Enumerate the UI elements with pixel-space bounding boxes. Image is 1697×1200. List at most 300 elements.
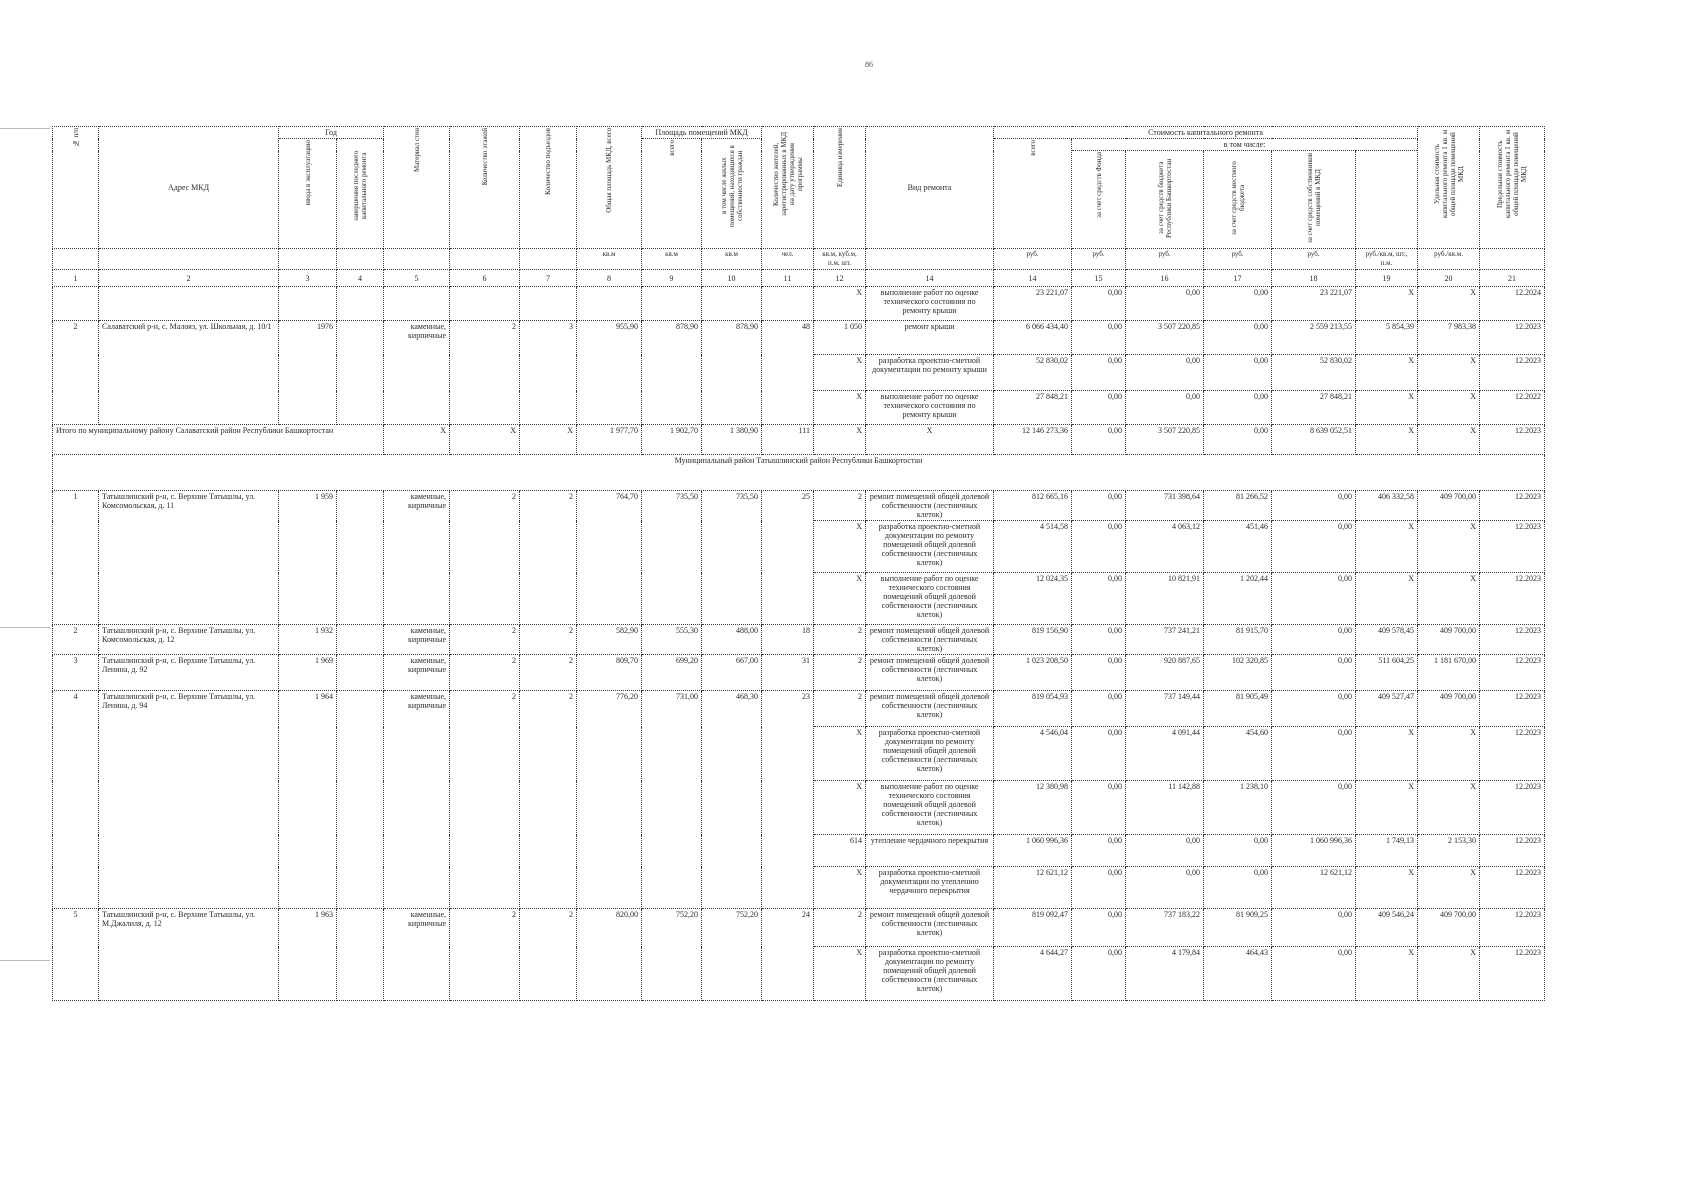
unit-cell: руб./кв.м, шт., п.м.	[1356, 249, 1418, 270]
unit-cell: кв.м	[642, 249, 702, 270]
date-cell: 12.2023	[1480, 655, 1545, 691]
repair-type-cell: выполнение работ по оценке технического состояния помещений общей долевой собственности (лестничных клеток)	[866, 573, 994, 625]
total-area-cell: 809,70	[577, 655, 642, 691]
date-cell: 12.2022	[1480, 391, 1545, 425]
district-row	[53, 455, 1545, 491]
col-entrances-header: Количество подъездов	[520, 127, 577, 249]
address-cell: Татышлинский р-н, с. Верхние Татышлы, ул. Комсомольская, д. 12	[99, 625, 279, 655]
units-row	[53, 249, 1545, 270]
cost-total-cell: 52 830,02	[994, 355, 1072, 391]
col-cost-header: Стоимость капитального ремонта	[994, 127, 1418, 139]
repair-type-cell: ремонт помещений общей долевой собственности (лестничных клеток)	[866, 655, 994, 691]
cost-fund-cell: 0,00	[1072, 835, 1126, 867]
cost-fund-cell: 0,00	[1072, 321, 1126, 355]
entrances-cell: 3	[520, 321, 577, 425]
floors-cell: 2	[450, 909, 520, 1001]
table-row	[53, 321, 1545, 355]
cost-local-cell: 0,00	[1204, 867, 1272, 909]
entrances-cell: 2	[520, 691, 577, 909]
residents-cell: 18	[762, 625, 814, 655]
table-row	[53, 655, 1545, 691]
living-area-cell: 735,50	[702, 491, 762, 625]
material-cell: каменные, кирпичные	[384, 321, 450, 425]
address-cell: Татышлинский р-н, с. Верхние Татышлы, ул. Ленина, д. 94	[99, 691, 279, 909]
repair-type-cell: выполнение работ по оценке технического состояния помещений общей долевой собственности (лестничных клеток)	[866, 781, 994, 835]
unit-cell: руб.	[1204, 249, 1272, 270]
date-cell: 12.2023	[1480, 425, 1545, 455]
col-cost-total-header: всего	[994, 139, 1072, 249]
cost-republic-cell: 3 507 220,85	[1126, 321, 1204, 355]
total-area-cell: 820,00	[577, 909, 642, 1001]
volume-cell: 1 050	[814, 321, 866, 355]
repair-program-table	[52, 126, 1545, 1001]
col-material-header: Материал стен	[384, 127, 450, 249]
living-area-cell: 488,00	[702, 625, 762, 655]
unit-cost-cell: X	[1356, 867, 1418, 909]
cost-owners-cell: 0,00	[1272, 781, 1356, 835]
cost-total-cell: 819 092,47	[994, 909, 1072, 947]
cost-local-cell: 451,46	[1204, 521, 1272, 573]
unit-cost-cell: 511 604,25	[1356, 655, 1418, 691]
cost-republic-cell: 737 241,21	[1126, 625, 1204, 655]
cost-republic-cell: 0,00	[1126, 867, 1204, 909]
cost-fund-cell: 0,00	[1072, 727, 1126, 781]
repair-type-cell: выполнение работ по оценке технического состояния по ремонту крыши	[866, 391, 994, 425]
column-number: 5	[384, 270, 450, 287]
volume-cell: X	[814, 391, 866, 425]
volume-cell: X	[814, 521, 866, 573]
max-cost-cell: X	[1418, 287, 1480, 321]
cost-owners-cell: 12 621,12	[1272, 867, 1356, 909]
column-number: 1	[53, 270, 99, 287]
max-cost-cell: 409 700,00	[1418, 691, 1480, 727]
premises-area-cell: 731,00	[642, 691, 702, 909]
cost-fund-cell: 0,00	[1072, 625, 1126, 655]
cost-owners-cell: 8 639 052,51	[1272, 425, 1356, 455]
column-number: 2	[99, 270, 279, 287]
entrances-cell: 2	[520, 909, 577, 1001]
residents-cell: 48	[762, 321, 814, 425]
cost-total-cell: 6 066 434,40	[994, 321, 1072, 355]
date-cell: 12.2023	[1480, 691, 1545, 727]
cost-republic-cell: 737 183,22	[1126, 909, 1204, 947]
cost-total-cell: 4 514,58	[994, 521, 1072, 573]
material-cell: каменные, кирпичные	[384, 909, 450, 1001]
unit-cost-cell: 409 578,45	[1356, 625, 1418, 655]
cost-republic-cell: 0,00	[1126, 391, 1204, 425]
cost-fund-cell: 0,00	[1072, 491, 1126, 521]
repair-type-cell: ремонт крыши	[866, 321, 994, 355]
unit-cost-cell: X	[1356, 425, 1418, 455]
col-repair-type-header: Вид ремонта	[866, 127, 994, 249]
living-area-cell: 468,30	[702, 691, 762, 909]
scan-line	[0, 627, 50, 628]
date-cell: 12.2023	[1480, 909, 1545, 947]
volume-cell: X	[814, 947, 866, 1001]
cost-total-cell: 1 060 996,36	[994, 835, 1072, 867]
date-cell: 12.2023	[1480, 521, 1545, 573]
unit-cell: кв.м, куб.м, п.м, шт.	[814, 249, 866, 270]
repair-type-cell: ремонт помещений общей долевой собственности (лестничных клеток)	[866, 909, 994, 947]
max-cost-cell: 409 700,00	[1418, 909, 1480, 947]
material-cell: каменные, кирпичные	[384, 625, 450, 655]
table-row	[53, 287, 1545, 321]
unit-cost-cell: X	[1356, 391, 1418, 425]
repair-type-cell: разработка проектно-сметной документации по ремонту помещений общей долевой собственности (лестничных клеток)	[866, 947, 994, 1001]
unit-cost-cell: X	[1356, 287, 1418, 321]
row-number-cell: 4	[53, 691, 99, 909]
volume-cell: X	[814, 727, 866, 781]
max-cost-cell: 409 700,00	[1418, 625, 1480, 655]
year-build-cell: 1 959	[279, 491, 337, 625]
unit-cell: кв.м	[577, 249, 642, 270]
cost-total-cell: 12 024,35	[994, 573, 1072, 625]
col-unit-cost-header: Удельная стоимость капитального ремонта 1 кв. м общей площади помещений МКД	[1418, 127, 1480, 249]
cost-republic-cell: 11 142,88	[1126, 781, 1204, 835]
premises-area-cell: 699,20	[642, 655, 702, 691]
date-cell: 12.2023	[1480, 625, 1545, 655]
col-cost-local-header: за счет средств местного бюджета	[1204, 151, 1272, 249]
repair-type-cell: выполнение работ по оценке технического состояния по ремонту крыши	[866, 287, 994, 321]
column-number: 7	[520, 270, 577, 287]
max-cost-cell: 1 181 670,00	[1418, 655, 1480, 691]
year-build-cell: 1 969	[279, 655, 337, 691]
unit-cost-cell: X	[1356, 947, 1418, 1001]
volume-cell: X	[814, 287, 866, 321]
entrances-cell: 2	[520, 625, 577, 655]
repair-type-cell: разработка проектно-сметной документации по ремонту крыши	[866, 355, 994, 391]
residents-cell: 23	[762, 691, 814, 909]
cost-owners-cell: 0,00	[1272, 909, 1356, 947]
unit-cost-cell: 409 527,47	[1356, 691, 1418, 727]
row-number-cell: 2	[53, 321, 99, 425]
unit-cost-cell: X	[1356, 355, 1418, 391]
district-title: Муниципальный район Татышлинский район Республики Башкортостан	[53, 455, 1545, 491]
residents-cell: 25	[762, 491, 814, 625]
cost-local-cell: 0,00	[1204, 321, 1272, 355]
max-cost-cell: X	[1418, 391, 1480, 425]
column-number: 10	[702, 270, 762, 287]
cost-local-cell: 0,00	[1204, 287, 1272, 321]
column-number: 15	[1072, 270, 1126, 287]
total-area-cell: 764,70	[577, 491, 642, 625]
column-number: 14	[994, 270, 1072, 287]
repair-type-cell: разработка проектно-сметной документации по утеплению чердачного перекрытия	[866, 867, 994, 909]
repair-type-cell: разработка проектно-сметной документации по ремонту помещений общей долевой собственности (лестничных клеток)	[866, 521, 994, 573]
scan-line	[0, 128, 50, 129]
total-area-cell: 955,90	[577, 321, 642, 425]
cost-republic-cell: 3 507 220,85	[1126, 425, 1204, 455]
living-area-cell: 878,90	[702, 321, 762, 425]
column-number: 3	[279, 270, 337, 287]
cost-fund-cell: 0,00	[1072, 909, 1126, 947]
unit-cost-cell: 409 546,24	[1356, 909, 1418, 947]
col-floors-header: Количество этажей	[450, 127, 520, 249]
unit-cost-cell: X	[1356, 781, 1418, 835]
floors-cell: 2	[450, 625, 520, 655]
scan-line	[0, 960, 50, 961]
address-cell: Татышлинский р-н, с. Верхние Татышлы, ул. М.Джалиля, д. 12	[99, 909, 279, 1001]
cost-local-cell: 464,43	[1204, 947, 1272, 1001]
col-unit-header: Единица измерения	[814, 127, 866, 249]
column-numbers-row	[53, 270, 1545, 287]
cost-republic-cell: 0,00	[1126, 287, 1204, 321]
material-cell: каменные, кирпичные	[384, 691, 450, 909]
cost-fund-cell: 0,00	[1072, 425, 1126, 455]
date-cell: 12.2023	[1480, 781, 1545, 835]
year-build-cell: 1 963	[279, 909, 337, 1001]
cost-owners-cell: 0,00	[1272, 521, 1356, 573]
entrances-cell: 2	[520, 491, 577, 625]
cost-local-cell: 0,00	[1204, 835, 1272, 867]
column-number: 14	[866, 270, 994, 287]
col-address-header: Адрес МКД	[99, 127, 279, 249]
cost-fund-cell: 0,00	[1072, 287, 1126, 321]
cost-owners-cell: 23 221,07	[1272, 287, 1356, 321]
unit-cost-cell: X	[1356, 573, 1418, 625]
cost-total-cell: 819 156,90	[994, 625, 1072, 655]
max-cost-cell: 2 153,30	[1418, 835, 1480, 867]
unit-cell: руб.	[994, 249, 1072, 270]
repair-type-cell: X	[866, 425, 994, 455]
residents-cell: 111	[762, 425, 814, 455]
cost-owners-cell: 0,00	[1272, 491, 1356, 521]
cost-local-cell: 81 909,25	[1204, 909, 1272, 947]
premises-area-cell: 555,30	[642, 625, 702, 655]
total-row	[53, 425, 1545, 455]
address-cell: Татышлинский р-н, с. Верхние Татышлы, ул. Комсомольская, д. 11	[99, 491, 279, 625]
max-cost-cell: X	[1418, 355, 1480, 391]
cost-fund-cell: 0,00	[1072, 781, 1126, 835]
page-number: 86	[865, 60, 873, 69]
column-number: 16	[1126, 270, 1204, 287]
cost-total-cell: 1 023 208,50	[994, 655, 1072, 691]
max-cost-cell: 409 700,00	[1418, 491, 1480, 521]
volume-cell: 2	[814, 655, 866, 691]
floors-cell: 2	[450, 655, 520, 691]
cost-owners-cell: 52 830,02	[1272, 355, 1356, 391]
cost-owners-cell: 0,00	[1272, 947, 1356, 1001]
max-cost-cell: X	[1418, 727, 1480, 781]
cost-republic-cell: 4 179,84	[1126, 947, 1204, 1001]
header-row-1	[53, 127, 1545, 139]
cost-owners-cell: 0,00	[1272, 625, 1356, 655]
unit-cost-cell: 5 854,39	[1356, 321, 1418, 355]
cost-local-cell: 0,00	[1204, 391, 1272, 425]
cost-republic-cell: 4 091,44	[1126, 727, 1204, 781]
floors-cell: 2	[450, 491, 520, 625]
col-residents-header: Количество жителей, зарегистрированных в МКД на дату утверждения программы	[762, 127, 814, 249]
total-area-cell: 582,90	[577, 625, 642, 655]
volume-cell: 2	[814, 625, 866, 655]
col-premises-area-header: Площадь помещений МКД	[642, 127, 762, 139]
volume-cell: 614	[814, 835, 866, 867]
column-number: 19	[1356, 270, 1418, 287]
premises-area-cell: 735,50	[642, 491, 702, 625]
max-cost-cell: 7 983,38	[1418, 321, 1480, 355]
total-label: Итого по муниципальному району Салаватский район Республики Башкортостан	[53, 425, 384, 455]
cost-total-cell: 27 848,21	[994, 391, 1072, 425]
col-year-header: Год	[279, 127, 384, 139]
cost-total-cell: 4 546,04	[994, 727, 1072, 781]
material-cell: X	[384, 425, 450, 455]
unit-cost-cell: X	[1356, 521, 1418, 573]
cost-republic-cell: 10 821,91	[1126, 573, 1204, 625]
material-cell: каменные, кирпичные	[384, 491, 450, 625]
date-cell: 12.2023	[1480, 321, 1545, 355]
column-number: 17	[1204, 270, 1272, 287]
col-year-build-header: ввода в эксплуатацию	[279, 139, 337, 249]
address-cell: Татышлинский р-н, с. Верхние Татышлы, ул. Ленина, д. 92	[99, 655, 279, 691]
date-cell: 12.2023	[1480, 727, 1545, 781]
cost-total-cell: 4 644,27	[994, 947, 1072, 1001]
repair-type-cell: ремонт помещений общей долевой собственности (лестничных клеток)	[866, 691, 994, 727]
cost-fund-cell: 0,00	[1072, 947, 1126, 1001]
total-area-cell: 776,20	[577, 691, 642, 909]
col-premises-total-header: всего	[642, 139, 702, 249]
entrances-cell: 2	[520, 655, 577, 691]
table-row	[53, 625, 1545, 655]
col-cost-including-header: в том числе:	[1072, 139, 1418, 151]
address-cell: Салаватский р-н, с. Малояз, ул. Школьная, д. 10/1	[99, 321, 279, 425]
floors-cell: 2	[450, 691, 520, 909]
volume-cell: 2	[814, 909, 866, 947]
cost-total-cell: 23 221,07	[994, 287, 1072, 321]
cost-total-cell: 12 146 273,36	[994, 425, 1072, 455]
volume-cell: 2	[814, 691, 866, 727]
max-cost-cell: X	[1418, 947, 1480, 1001]
cost-local-cell: 102 320,85	[1204, 655, 1272, 691]
unit-cost-cell: X	[1356, 727, 1418, 781]
col-cost-owners-header: за счет средств собственников помещений в МКД	[1272, 151, 1356, 249]
premises-area-cell: 878,90	[642, 321, 702, 425]
cost-local-cell: 454,60	[1204, 727, 1272, 781]
volume-cell: X	[814, 573, 866, 625]
cost-local-cell: 0,00	[1204, 425, 1272, 455]
repair-type-cell: ремонт помещений общей долевой собственности (лестничных клеток)	[866, 625, 994, 655]
cost-republic-cell: 731 398,64	[1126, 491, 1204, 521]
max-cost-cell: X	[1418, 521, 1480, 573]
living-area-cell: 752,20	[702, 909, 762, 1001]
max-cost-cell: X	[1418, 573, 1480, 625]
year-build-cell: 1 964	[279, 691, 337, 909]
col-no-header: № п/п	[53, 127, 99, 249]
column-number: 6	[450, 270, 520, 287]
max-cost-cell: X	[1418, 781, 1480, 835]
cost-fund-cell: 0,00	[1072, 521, 1126, 573]
cost-total-cell: 12 621,12	[994, 867, 1072, 909]
cost-owners-cell: 1 060 996,36	[1272, 835, 1356, 867]
cost-total-cell: 812 665,16	[994, 491, 1072, 521]
cost-total-cell: 819 054,93	[994, 691, 1072, 727]
unit-cell: руб.	[1126, 249, 1204, 270]
col-year-repair-header: завершения последнего капитального ремонта	[337, 139, 384, 249]
cost-local-cell: 81 905,49	[1204, 691, 1272, 727]
cost-owners-cell: 0,00	[1272, 727, 1356, 781]
table-row	[53, 691, 1545, 727]
column-number: 9	[642, 270, 702, 287]
unit-cell: руб.	[1272, 249, 1356, 270]
column-number: 21	[1480, 270, 1545, 287]
unit-cell: руб.	[1072, 249, 1126, 270]
date-cell: 12.2023	[1480, 491, 1545, 521]
column-number: 20	[1418, 270, 1480, 287]
row-number-cell: 1	[53, 491, 99, 625]
table-row	[53, 909, 1545, 947]
date-cell: 12.2023	[1480, 573, 1545, 625]
unit-cell: руб./кв.м.	[1418, 249, 1480, 270]
max-cost-cell: X	[1418, 867, 1480, 909]
cost-republic-cell: 4 063,12	[1126, 521, 1204, 573]
living-area-cell: 667,00	[702, 655, 762, 691]
cost-republic-cell: 0,00	[1126, 355, 1204, 391]
cost-owners-cell: 27 848,21	[1272, 391, 1356, 425]
max-cost-cell: X	[1418, 425, 1480, 455]
cost-owners-cell: 0,00	[1272, 655, 1356, 691]
cost-fund-cell: 0,00	[1072, 573, 1126, 625]
cost-local-cell: 81 266,52	[1204, 491, 1272, 521]
cost-republic-cell: 737 149,44	[1126, 691, 1204, 727]
col-cost-fund-header: за счет средств Фонда	[1072, 151, 1126, 249]
cost-local-cell: 81 915,70	[1204, 625, 1272, 655]
cost-local-cell: 0,00	[1204, 355, 1272, 391]
column-number: 11	[762, 270, 814, 287]
repair-type-cell: утепление чердачного перекрытия	[866, 835, 994, 867]
premises-area-cell: 1 902,70	[642, 425, 702, 455]
unit-cost-cell: 406 332,58	[1356, 491, 1418, 521]
floors-cell: 2	[450, 321, 520, 425]
date-cell: 12.2023	[1480, 867, 1545, 909]
living-area-cell: 1 380,90	[702, 425, 762, 455]
repair-type-cell: разработка проектно-сметной документации по ремонту помещений общей долевой собственности (лестничных клеток)	[866, 727, 994, 781]
volume-cell: X	[814, 355, 866, 391]
volume-cell: X	[814, 867, 866, 909]
premises-area-cell: 752,20	[642, 909, 702, 1001]
year-build-cell: 1976	[279, 321, 337, 425]
total-area-cell: 1 977,70	[577, 425, 642, 455]
cost-fund-cell: 0,00	[1072, 355, 1126, 391]
residents-cell: 31	[762, 655, 814, 691]
date-cell: 12.2024	[1480, 287, 1545, 321]
residents-cell: 24	[762, 909, 814, 1001]
cost-owners-cell: 2 559 213,55	[1272, 321, 1356, 355]
column-number: 18	[1272, 270, 1356, 287]
entrances-cell: X	[520, 425, 577, 455]
material-cell: каменные, кирпичные	[384, 655, 450, 691]
cost-fund-cell: 0,00	[1072, 391, 1126, 425]
column-number: 12	[814, 270, 866, 287]
cost-owners-cell: 0,00	[1272, 573, 1356, 625]
cost-local-cell: 1 238,10	[1204, 781, 1272, 835]
unit-cell: кв.м	[702, 249, 762, 270]
column-number: 8	[577, 270, 642, 287]
date-cell: 12.2023	[1480, 947, 1545, 1001]
volume-cell: X	[814, 781, 866, 835]
cost-fund-cell: 0,00	[1072, 691, 1126, 727]
col-total-area-header: Общая площадь МКД, всего	[577, 127, 642, 249]
cost-fund-cell: 0,00	[1072, 867, 1126, 909]
cost-republic-cell: 920 887,65	[1126, 655, 1204, 691]
row-number-cell: 3	[53, 655, 99, 691]
cost-republic-cell: 0,00	[1126, 835, 1204, 867]
col-premises-living-header: в том числе жилых помещений, находящихся в собственности граждан	[702, 139, 762, 249]
cost-owners-cell: 0,00	[1272, 691, 1356, 727]
year-build-cell: 1 932	[279, 625, 337, 655]
row-number-cell: 2	[53, 625, 99, 655]
unit-cost-cell: 1 749,13	[1356, 835, 1418, 867]
date-cell: 12.2023	[1480, 355, 1545, 391]
cost-total-cell: 12 380,98	[994, 781, 1072, 835]
